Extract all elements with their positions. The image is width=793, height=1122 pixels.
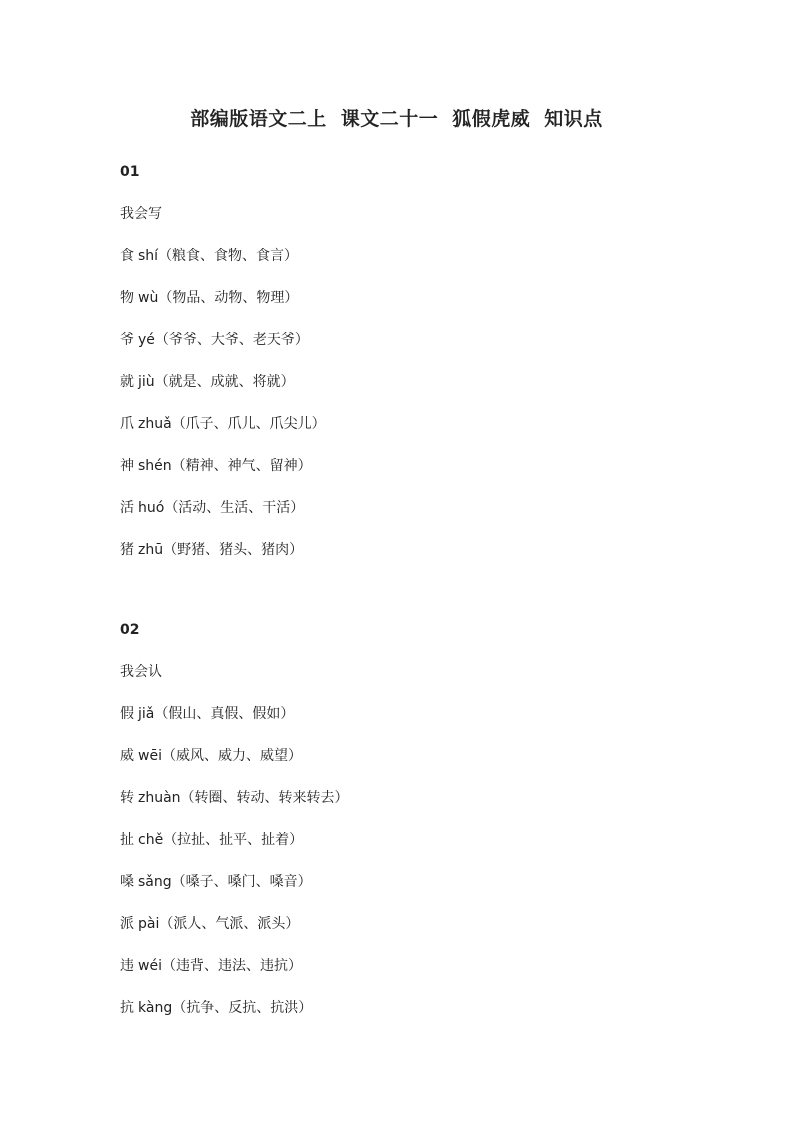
vocab-words: （违背、违法、违抗）	[161, 958, 302, 974]
vocab-pinyin: pài	[138, 916, 160, 932]
vocab-entry	[120, 246, 326, 266]
vocab-words: （粮食、食物、食言）	[158, 248, 299, 264]
section-recognize	[120, 620, 349, 1018]
vocab-char: 就	[120, 374, 134, 390]
vocab-pinyin: yé	[138, 332, 155, 348]
vocab-entry	[120, 788, 349, 808]
vocab-char: 爪	[120, 416, 134, 432]
vocab-entry	[120, 330, 326, 350]
vocab-entry	[120, 998, 349, 1018]
vocab-char: 转	[120, 790, 134, 806]
vocab-pinyin: kàng	[138, 1000, 173, 1016]
section-heading: 我会认	[120, 664, 162, 680]
vocab-pinyin: huó	[138, 500, 165, 516]
vocab-pinyin: zhuàn	[138, 790, 181, 806]
vocab-words: （就是、成就、将就）	[154, 374, 295, 390]
vocab-entry	[120, 704, 349, 724]
section-number: 02	[120, 622, 140, 638]
section-number: 01	[120, 164, 140, 180]
vocab-entry	[120, 288, 326, 308]
vocab-entry	[120, 830, 349, 850]
vocab-pinyin: wù	[138, 290, 159, 306]
vocab-char: 嗓	[120, 874, 134, 890]
vocab-words: （爷爷、大爷、老天爷）	[154, 332, 309, 348]
vocab-words: （活动、生活、干活）	[164, 500, 305, 516]
vocab-words: （转圈、转动、转来转去）	[180, 790, 349, 806]
vocab-char: 违	[120, 958, 134, 974]
title-part: 部编版语文二上	[190, 108, 327, 130]
vocab-pinyin: jiǎ	[138, 706, 155, 722]
vocab-words: （假山、真假、假如）	[154, 706, 295, 722]
vocab-char: 威	[120, 748, 134, 764]
vocab-entry	[120, 914, 349, 934]
vocab-pinyin: shén	[138, 458, 172, 474]
vocab-words: （派人、气派、派头）	[159, 916, 300, 932]
vocab-pinyin: jiù	[138, 374, 155, 390]
vocab-char: 食	[120, 248, 134, 264]
vocab-words: （物品、动物、物理）	[158, 290, 299, 306]
vocab-pinyin: sǎng	[138, 874, 172, 890]
vocab-char: 活	[120, 500, 134, 516]
vocab-char: 物	[120, 290, 134, 306]
vocab-char: 猪	[120, 542, 134, 558]
vocab-words: （嗓子、嗓门、嗓音）	[171, 874, 312, 890]
title-part: 知识点	[544, 108, 603, 130]
vocab-words: （威风、威力、威望）	[161, 748, 302, 764]
vocab-pinyin: chě	[138, 832, 164, 848]
vocab-char: 派	[120, 916, 134, 932]
vocab-entry	[120, 746, 349, 766]
vocab-words: （精神、神气、留神）	[171, 458, 312, 474]
vocab-char: 爷	[120, 332, 134, 348]
vocab-char: 抗	[120, 1000, 134, 1016]
vocab-pinyin: zhū	[138, 542, 164, 558]
vocab-char: 神	[120, 458, 134, 474]
vocab-words: （拉扯、扯平、扯着）	[163, 832, 304, 848]
vocab-words: （野猪、猪头、猪肉）	[163, 542, 304, 558]
vocab-pinyin: zhuǎ	[138, 416, 172, 432]
vocab-entry	[120, 414, 326, 434]
title-part: 课文二十一	[340, 108, 439, 130]
vocab-char: 假	[120, 706, 134, 722]
vocab-pinyin: wēi	[138, 748, 162, 764]
vocab-pinyin: wéi	[138, 958, 162, 974]
vocab-entry	[120, 956, 349, 976]
vocab-entry	[120, 498, 326, 518]
title-part: 狐假虎威	[452, 108, 531, 130]
vocab-char: 扯	[120, 832, 134, 848]
vocab-entry	[120, 456, 326, 476]
vocab-words: （抗争、反抗、抗洪）	[172, 1000, 313, 1016]
section-write	[120, 162, 326, 560]
vocab-pinyin: shí	[138, 248, 159, 264]
section-heading: 我会写	[120, 206, 162, 222]
vocab-entry	[120, 540, 326, 560]
vocab-entry	[120, 372, 326, 392]
page-title	[0, 104, 793, 131]
vocab-entry	[120, 872, 349, 892]
vocab-words: （爪子、爪儿、爪尖儿）	[171, 416, 326, 432]
